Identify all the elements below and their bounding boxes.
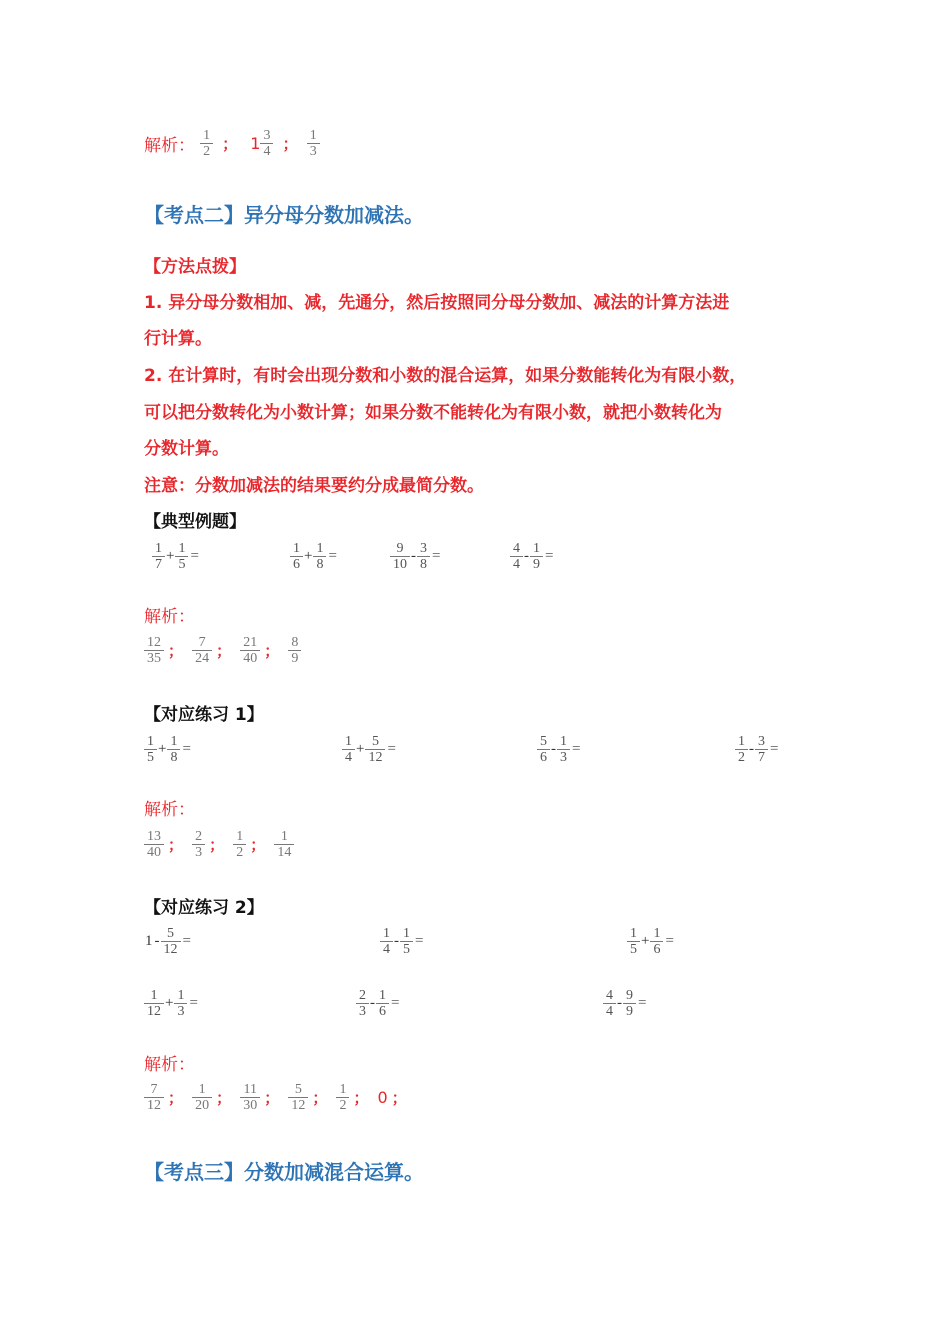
equals: = — [545, 548, 554, 564]
answer-zero: 0 — [377, 1088, 388, 1107]
fraction: $\frac{1}{3}$ — [174, 988, 187, 1019]
example-header: 【典型例题】 — [144, 512, 246, 532]
problem — [735, 734, 778, 765]
operator: - — [551, 741, 556, 757]
method-note: 注意：分数加减法的结果要约分成最简分数。 — [144, 476, 484, 496]
fraction: $\frac{1}{6}$ — [650, 926, 663, 957]
equals: = — [328, 548, 337, 564]
fraction: $\frac{1}{14}$ — [274, 829, 294, 860]
separator: ； — [168, 836, 184, 854]
fraction: $\frac{4}{4}$ — [603, 988, 616, 1019]
fraction: $\frac{1}{7}$ — [152, 541, 165, 572]
operator: + — [356, 741, 365, 757]
fraction: $\frac{1}{2}$ — [735, 734, 748, 765]
problem — [356, 988, 399, 1019]
operator: - — [411, 548, 416, 564]
fraction: $\frac{1}{3}$ — [307, 128, 320, 159]
equals: = — [391, 995, 400, 1011]
equals: = — [415, 933, 424, 949]
equals: = — [387, 741, 396, 757]
operator: - — [370, 995, 375, 1011]
fraction: $\frac{5}{12}$ — [365, 734, 385, 765]
fraction: $\frac{3}{4}$ — [260, 128, 273, 159]
fraction: $\frac{1}{5}$ — [175, 541, 188, 572]
answer-top — [144, 128, 320, 159]
fraction: $\frac{8}{9}$ — [288, 635, 301, 666]
equals: = — [572, 741, 581, 757]
fraction: $\frac{5}{12}$ — [288, 1082, 308, 1113]
fraction: $\frac{1}{3}$ — [557, 734, 570, 765]
fraction: $\frac{1}{5}$ — [144, 734, 157, 765]
separator: ； — [168, 642, 184, 660]
fraction: $\frac{2}{3}$ — [192, 829, 205, 860]
answer-row — [144, 1082, 411, 1113]
equals: = — [770, 741, 779, 757]
fraction: $\frac{21}{40}$ — [240, 635, 260, 666]
problem — [144, 988, 198, 1019]
separator: ； — [209, 836, 225, 854]
problem — [510, 541, 553, 572]
equals: = — [432, 548, 441, 564]
operator: - — [394, 933, 399, 949]
equals: = — [182, 933, 191, 949]
fraction: $\frac{12}{35}$ — [144, 635, 164, 666]
fraction: $\frac{2}{3}$ — [356, 988, 369, 1019]
separator: ； — [391, 1089, 407, 1107]
problem — [390, 541, 440, 572]
fraction: $\frac{1}{4}$ — [380, 926, 393, 957]
problem — [380, 926, 423, 957]
method-line: 可以把分数转化为小数计算；如果分数不能转化为有限小数，就把小数转化为 — [144, 403, 722, 423]
problem — [144, 734, 191, 765]
problem — [342, 734, 396, 765]
fraction: $\frac{7}{24}$ — [192, 635, 212, 666]
fraction: $\frac{1}{4}$ — [342, 734, 355, 765]
separator: ； — [353, 1089, 369, 1107]
answer-label: 解析： — [144, 800, 195, 820]
fraction: $\frac{9}{9}$ — [623, 988, 636, 1019]
operator: + — [166, 548, 175, 564]
separator: ； — [216, 1089, 232, 1107]
fraction: $\frac{1}{2}$ — [336, 1082, 349, 1113]
fraction: $\frac{3}{7}$ — [755, 734, 768, 765]
fraction: $\frac{1}{20}$ — [192, 1082, 212, 1113]
problem — [152, 541, 199, 572]
fraction: $\frac{1}{12}$ — [144, 988, 164, 1019]
method-line: 分数计算。 — [144, 439, 229, 459]
problem — [627, 926, 674, 957]
practice-header: 【对应练习 1】 — [144, 705, 264, 725]
operator: + — [165, 995, 174, 1011]
operator: - — [617, 995, 622, 1011]
answer-label: 解析： — [144, 1055, 195, 1075]
section-title: 【考点二】异分母分数加减法。 — [144, 203, 424, 227]
fraction: $\frac{5}{12}$ — [161, 926, 181, 957]
problem — [537, 734, 580, 765]
fraction: $\frac{13}{40}$ — [144, 829, 164, 860]
separator: ； — [264, 1089, 280, 1107]
answer-row — [144, 635, 301, 666]
fraction: $\frac{3}{8}$ — [417, 541, 430, 572]
method-header: 【方法点拨】 — [144, 257, 246, 277]
fraction: $\frac{1}{8}$ — [313, 541, 326, 572]
method-line: 行计算。 — [144, 329, 212, 349]
whole-number: 1 — [145, 933, 153, 949]
operator: + — [304, 548, 313, 564]
operator: - — [524, 548, 529, 564]
fraction: $\frac{9}{10}$ — [390, 541, 410, 572]
operator: + — [641, 933, 650, 949]
fraction: $\frac{1}{2}$ — [200, 128, 213, 159]
equals: = — [190, 548, 199, 564]
problem — [603, 988, 646, 1019]
fraction: $\frac{5}{6}$ — [537, 734, 550, 765]
fraction: $\frac{1}{9}$ — [530, 541, 543, 572]
equals: = — [638, 995, 647, 1011]
fraction: $\frac{1}{8}$ — [167, 734, 180, 765]
answer-row — [144, 829, 294, 860]
separator: ； — [250, 836, 266, 854]
practice-header: 【对应练习 2】 — [144, 898, 264, 918]
operator: + — [158, 741, 167, 757]
operator: - — [749, 741, 754, 757]
equals: = — [665, 933, 674, 949]
operator: - — [154, 933, 160, 949]
fraction: $\frac{1}{2}$ — [233, 829, 246, 860]
method-line: 2. 在计算时，有时会出现分数和小数的混合运算，如果分数能转化为有限小数， — [144, 366, 747, 386]
fraction: $\frac{7}{12}$ — [144, 1082, 164, 1113]
equals: = — [189, 995, 198, 1011]
separator: ； — [312, 1089, 328, 1107]
fraction: $\frac{4}{4}$ — [510, 541, 523, 572]
answer-label: 解析： — [144, 136, 195, 156]
problem — [290, 541, 337, 572]
separator: ； — [264, 642, 280, 660]
separator: ； — [168, 1089, 184, 1107]
equals: = — [182, 741, 191, 757]
whole-number: 1 — [250, 134, 261, 153]
fraction: $\frac{11}{30}$ — [240, 1082, 260, 1113]
problem — [144, 926, 191, 957]
section-title: 【考点三】分数加减混合运算。 — [144, 1160, 424, 1184]
separator: ； — [216, 642, 232, 660]
fraction: $\frac{1}{6}$ — [376, 988, 389, 1019]
fraction: $\frac{1}{6}$ — [290, 541, 303, 572]
answer-label: 解析： — [144, 607, 195, 627]
separator: ； — [222, 135, 238, 153]
separator: ； — [282, 135, 298, 153]
fraction: $\frac{1}{5}$ — [627, 926, 640, 957]
method-line: 1. 异分母分数相加、减，先通分，然后按照同分母分数加、减法的计算方法进 — [144, 293, 730, 313]
fraction: $\frac{1}{5}$ — [400, 926, 413, 957]
